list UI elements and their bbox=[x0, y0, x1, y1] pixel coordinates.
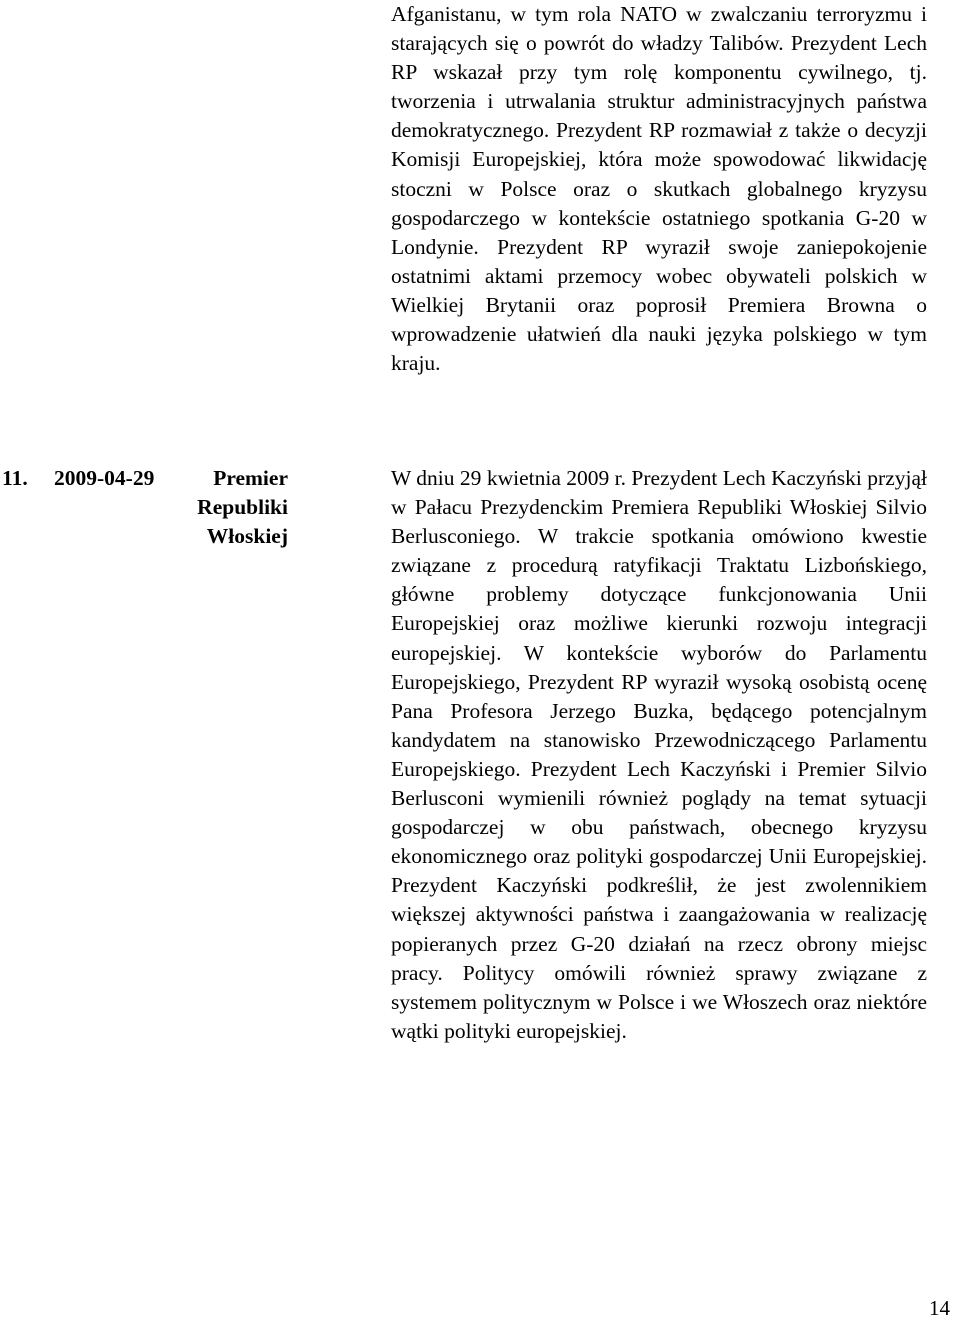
entry-date: 2009-04-29 bbox=[54, 466, 155, 490]
entry-number: 11. bbox=[2, 466, 28, 490]
continuation-paragraph: Afganistanu, w tym rola NATO w zwalczaniu terroryzmu i starających się o powrót do władzy Talibów. Prezydent Lech RP wskazał przy tym rolę komponentu cywilnego, tj. tworzenia i utrwalania struktur administracyjnych państwa demokratycznego. Prezydent RP rozmawiał z także o decyzji Komisji Europejskiej, która może spowodować likwidację stoczni w Polsce oraz o skutkach globalnego kryzysu gospodarczego w kontekście ostatniego spotkania G-20 w Londynie. Prezydent RP wyraził swoje zaniepokojenie ostatnimi aktami przemocy wobec obywateli polskich w Wielkiej Brytanii oraz poprosił Premiera Browna o wprowadzenie ułatwień dla nauki języka polskiego w tym kraju. bbox=[391, 2, 927, 376]
page-number: 14 bbox=[929, 1296, 950, 1320]
entry-guest: Premier Republiki Włoskiej bbox=[197, 466, 288, 549]
entry-description: W dniu 29 kwietnia 2009 r. Prezydent Lech Kaczyński przyjął w Pałacu Prezydenckim Premiera Republiki Włoskiej Silvio Berlusconiego. W trakcie spotkania omówiono kwestie związane z procedurą ratyfikacji Traktatu Lizbońskiego, główne problemy dotyczące funkcjonowania Unii Europejskiej oraz możliwe kierunki rozwoju integracji europejskiej. W kontekście wyborów do Parlamentu Europejskiego, Prezydent RP wyraził wysoką osobistą ocenę Pana Profesora Jerzego Buzka, będącego potencjalnym kandydatem na stanowisko Przewodniczącego Parlamentu Europejskiego. Prezydent Lech Kaczyński i Premier Silvio Berlusconi wymienili również poglądy na temat sytuacji gospodarczej w obu państwach, obecnego kryzysu ekonomicznego oraz polityki gospodarczej Unii Europejskiej. Prezydent Kaczyński podkreślił, że jest zwolennikiem większej aktywności państwa i zaangażowania w realizację popieranych przez G-20 działań na rzecz obrony miejsc pracy. Politycy omówili również sprawy związane z systemem politycznym w Polsce i we Włoszech oraz niektóre wątki polityki europejskiej. bbox=[391, 466, 927, 1043]
